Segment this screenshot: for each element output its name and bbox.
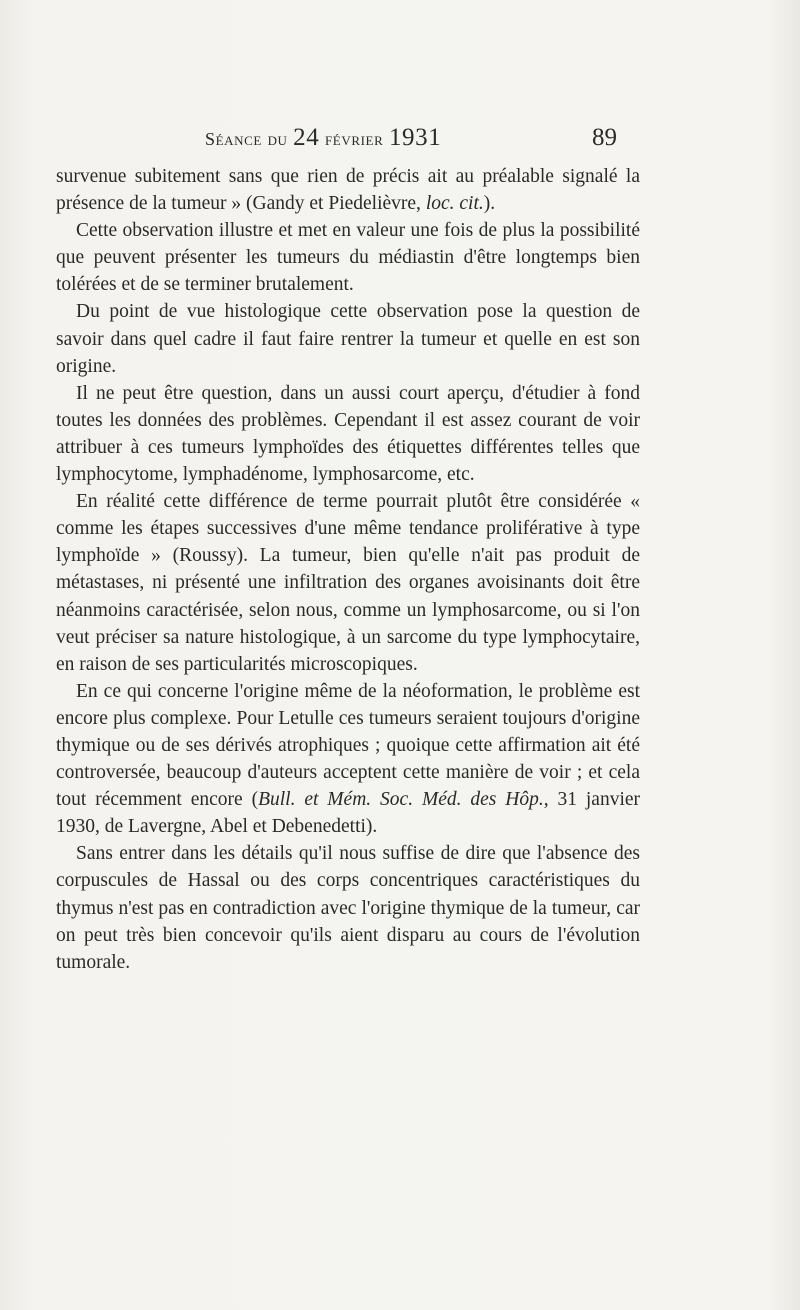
header-day: 24 bbox=[293, 124, 320, 151]
header-year: 1931 bbox=[388, 124, 442, 151]
paragraph: Cette observation illustre et met en valeur une fois de plus la possibilité que peuvent présenter les tumeurs du médiastin d'être longtemps bien tolérées et de se terminer brutalement. bbox=[56, 220, 640, 296]
running-title bbox=[205, 124, 441, 152]
paragraph: En réalité cette différence de terme pourrait plutôt être considérée « comme les étapes successives d'une même tendance proliférative à type lymphoïde » (Roussy). La tumeur, bien qu'elle n'ait pas produit de métastases, ni présenté une infiltration des organes avoisinants doit être néanmoins caractérisée, selon nous, comme un lymphosarcome, ou si l'on veut préciser sa nature histologique, à un sarcome du type lymphocytaire, en raison de ses particularités microscopiques. bbox=[56, 491, 640, 675]
citation-italic: Bull. et Mém. Soc. Méd. des Hôp. bbox=[258, 789, 544, 811]
header-month: février bbox=[324, 129, 384, 149]
header-du: du bbox=[267, 129, 288, 149]
paragraph: En ce qui concerne l'origine même de la néoformation, le problème est encore plus complexe. Pour Letulle ces tumeurs seraient toujours d'origine thymique ou de ses dérivés atrophiques ; quoique cette affirmation ait été controversée, beaucoup d'auteurs acceptent cette manière de voir ; et cela tout récemment encore (Bull. et Mém. Soc. Méd. des Hôp., 31 janvier 1930, de Lavergne, Abel et Debenedetti). bbox=[56, 680, 641, 838]
running-head bbox=[0, 124, 800, 156]
paragraph: Du point de vue histologique cette observation pose la question de savoir dans quel cadre il faut faire rentrer la tumeur et quelle en est son origine. bbox=[56, 301, 640, 377]
paragraph: Sans entrer dans les détails qu'il nous suffise de dire que l'absence des corpuscules de Hassal ou des corps concentriques caractéristiques du thymus n'est pas en contradiction avec l'origine thymique de la tumeur, car on peut très bien concevoir qu'ils aient disparu au cours de l'évolution tumorale. bbox=[56, 843, 640, 973]
header-seance: Séance bbox=[205, 129, 262, 149]
paragraph: survenue subitement sans que rien de précis ait au préalable signalé la présence de la tumeur » (Gandy et Piedelièvre, loc. cit.). bbox=[56, 166, 640, 215]
paragraph: Il ne peut être question, dans un aussi court aperçu, d'étudier à fond toutes les données des problèmes. Cependant il est assez courant de voir attribuer à ces tumeurs lymphoïdes des étiquettes différentes telles que lymphocytome, lymphadénome, lymphosarcome, etc. bbox=[56, 382, 640, 486]
body-text bbox=[56, 163, 640, 976]
citation-italic: loc. cit. bbox=[425, 193, 484, 215]
page-number: 89 bbox=[592, 124, 617, 151]
